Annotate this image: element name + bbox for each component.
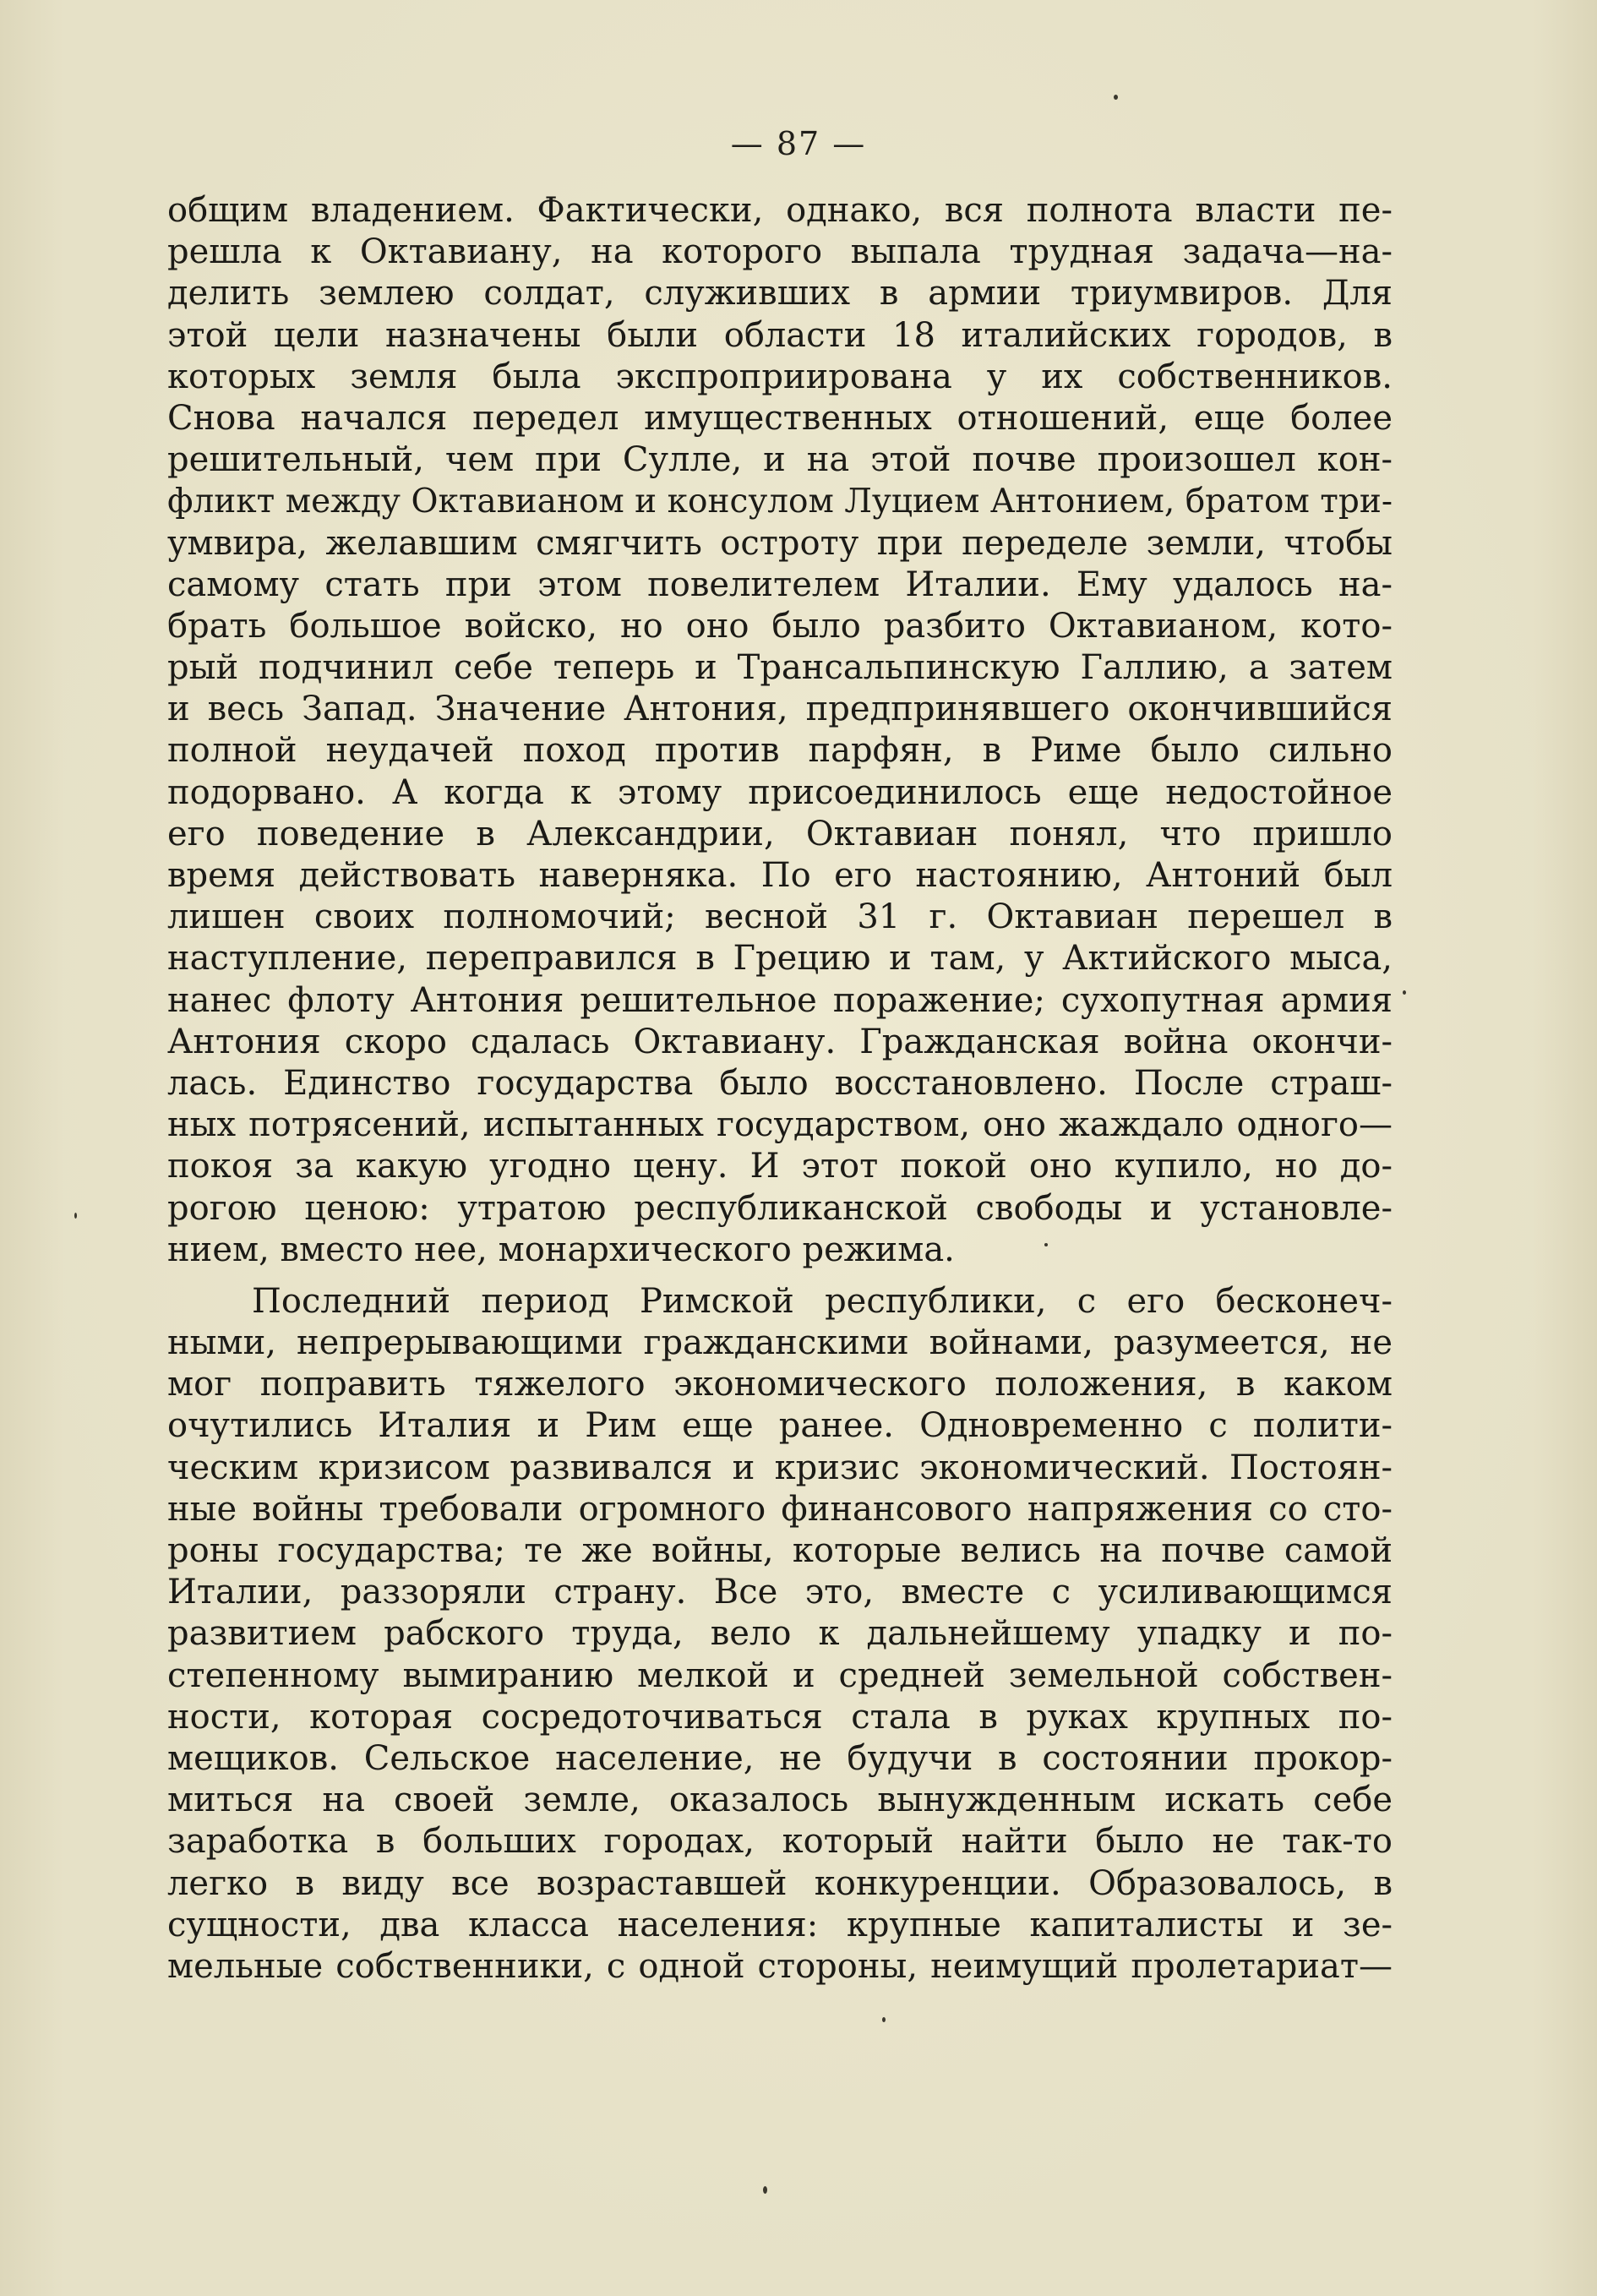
- page-number: — 87 —: [730, 125, 867, 162]
- text-line: Снова начался передел имущественных отношений, еще более: [167, 398, 1393, 438]
- text-line: подорвано. А когда к этому присоединилось еще недостойное: [167, 772, 1393, 812]
- text-line: рый подчинил себе теперь и Трансальпинскую Галлию, а затем: [167, 648, 1393, 688]
- text-line: заработка в больших городах, который найти было не так-то: [167, 1822, 1393, 1862]
- text-line: время действовать наверняка. По его настоянию, Антоний был: [167, 856, 1393, 895]
- text-line: решительный, чем при Сулле, и на этой почве произошел кон-: [167, 440, 1393, 480]
- text-line: миться на своей земле, оказалось вынужденным искать себе: [167, 1781, 1393, 1820]
- text-line: Италии, раззоряли страну. Все это, вместе с усиливающимся: [167, 1573, 1393, 1612]
- text-line: и весь Запад. Значение Антония, предпринявшего окончившийся: [167, 690, 1393, 729]
- text-line: роны государства; те же войны, которые велись на почве самой: [167, 1531, 1393, 1570]
- text-line: мещиков. Сельское население, не будучи в состоянии прокор-: [167, 1738, 1393, 1778]
- paper-speck: [1044, 1243, 1048, 1246]
- text-line: развитием рабского труда, вело к дальнейшему упадку и по-: [167, 1614, 1393, 1654]
- text-line: ческим кризисом развивался и кризис экономический. Постоян-: [167, 1448, 1393, 1487]
- text-line: мельные собственники, с одной стороны, неимущий пролетариат—: [167, 1946, 1393, 1986]
- text-line: лась. Единство государства было восстановлено. После страш-: [167, 1063, 1393, 1103]
- text-line: наступление, переправился в Грецию и там, у Актийского мыса,: [167, 939, 1393, 979]
- text-line: полной неудачей поход против парфян, в Риме было сильно: [167, 731, 1393, 771]
- paragraph-2: [167, 1281, 1393, 1988]
- body-text: [167, 190, 1393, 1988]
- text-line: степенному вымиранию мелкой и средней земельной собствен-: [167, 1655, 1393, 1695]
- paper-speck: [1403, 990, 1406, 995]
- paragraph-1: [167, 190, 1393, 1271]
- text-line: которых земля была экспроприирована у их собственников.: [167, 357, 1393, 396]
- text-line: нанес флоту Антония решительное поражение; сухопутная армия: [167, 980, 1393, 1020]
- text-line: общим владением. Фактически, однако, вся полнота власти пе-: [167, 191, 1393, 230]
- text-line: решла к Октавиану, на которого выпала трудная задача—на-: [167, 232, 1393, 272]
- text-line: его поведение в Александрии, Октавиан понял, что пришло: [167, 814, 1393, 854]
- text-line: очутились Италия и Рим еще ранее. Одновременно с полити-: [167, 1406, 1393, 1446]
- text-line: умвира, желавшим смягчить остроту при переделе земли, чтобы: [167, 523, 1393, 563]
- text-line: ности, которая сосредоточиваться стала в руках крупных по-: [167, 1697, 1393, 1737]
- text-line: мог поправить тяжелого экономического положения, в каком: [167, 1365, 1393, 1404]
- text-line: покоя за какую угодно цену. И этот покой оно купило, но до-: [167, 1147, 1393, 1186]
- text-line: ными, непрерывающими гражданскими войнами, разумеется, не: [167, 1323, 1393, 1363]
- text-line: нием, вместо нее, монархического режима.: [167, 1230, 955, 1269]
- text-line: ных потрясений, испытанных государством, оно жаждало одного—: [167, 1105, 1393, 1145]
- text-line: Антония скоро сдалась Октавиану. Гражданская война окончи-: [167, 1022, 1393, 1061]
- text-line: фликт между Октавианом и консулом Луцием Антонием, братом три-: [167, 483, 1393, 521]
- text-line: Последний период Римской республики, с его бесконеч-: [252, 1281, 1393, 1321]
- text-line: брать большое войско, но оно было разбито Октавианом, кото-: [167, 606, 1393, 646]
- text-line: ные войны требовали огромного финансового напряжения со сто-: [167, 1489, 1393, 1529]
- paper-speck: [1114, 95, 1118, 100]
- text-line: лишен своих полномочий; весной 31 г. Октавиан перешел в: [167, 897, 1393, 937]
- text-line: легко в виду все возраставшей конкуренции. Образовалось, в: [167, 1863, 1393, 1903]
- text-line: этой цели назначены были области 18 италийских городов, в: [167, 315, 1393, 355]
- paragraph-gap: [167, 1271, 1393, 1281]
- paper-speck: [882, 2017, 886, 2022]
- text-line: сущности, два класса населения: крупные капиталисты и зе-: [167, 1905, 1393, 1944]
- paper-speck: [74, 1213, 77, 1219]
- text-line: делить землею солдат, служивших в армии триумвиров. Для: [167, 274, 1393, 314]
- paper-speck: [763, 2186, 767, 2194]
- text-line: рогою ценою: утратою республиканской свободы и установле-: [167, 1188, 1393, 1228]
- text-line: самому стать при этом повелителем Италии. Ему удалось на-: [167, 564, 1393, 604]
